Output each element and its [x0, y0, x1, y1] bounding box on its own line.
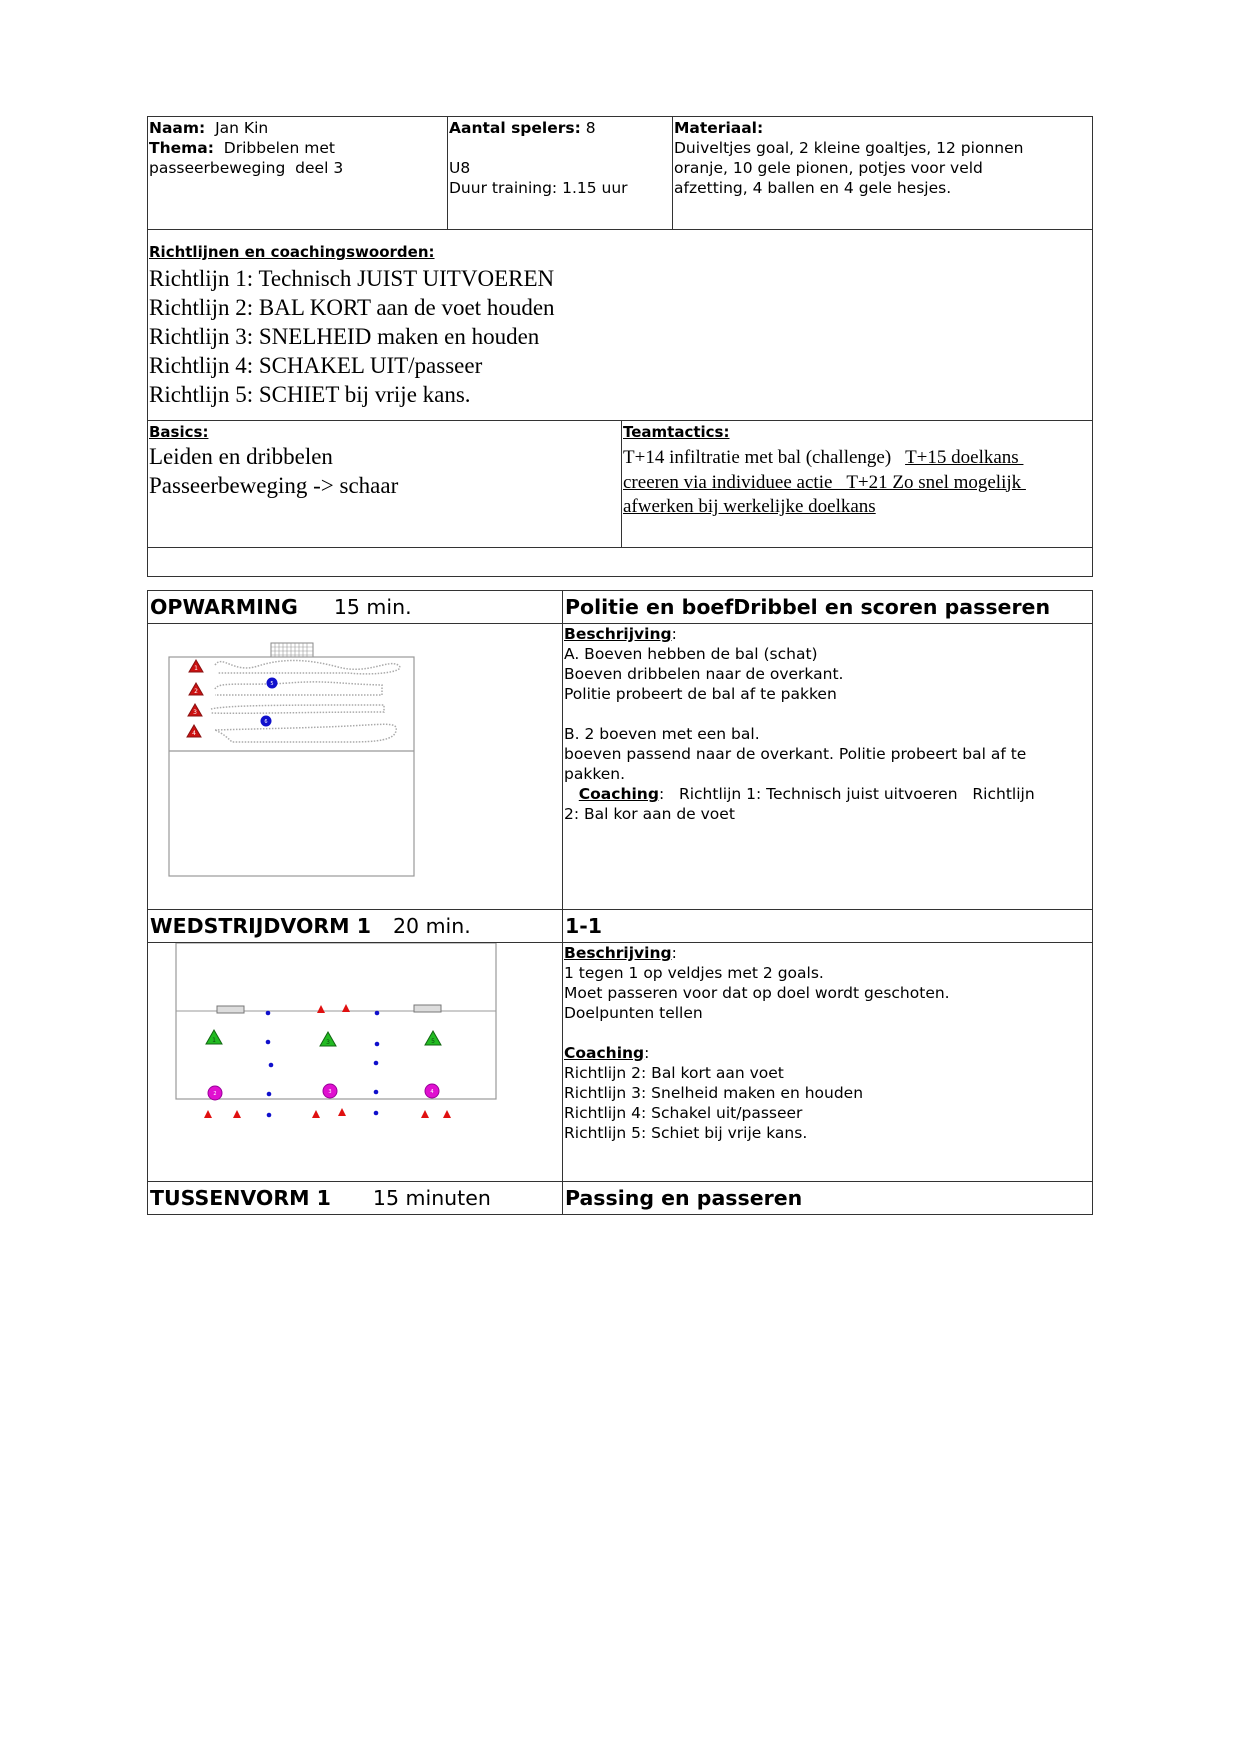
- richtlijn-item: Richtlijn 1: Technisch JUIST UITVOEREN: [149, 266, 555, 291]
- spelers-label: Aantal spelers:: [449, 119, 581, 137]
- description-line: B. 2 boeven met een bal.: [564, 725, 760, 743]
- svg-text:2: 2: [194, 688, 198, 695]
- section-duration: 20 min.: [392, 914, 471, 938]
- duur-label: Duur training:: [449, 179, 558, 197]
- basics-title: Basics:: [149, 423, 209, 441]
- teamtactic-line: afwerken bij werkelijke doelkans: [623, 496, 876, 517]
- svg-text:1: 1: [212, 1037, 216, 1044]
- description-line: 1 tegen 1 op veldjes met 2 goals.: [564, 964, 824, 982]
- wedstrijdvorm-header: [147, 909, 563, 943]
- thema-value-cont: passeerbeweging deel 3: [149, 159, 344, 177]
- section-title: Politie en boefDribbel en scoren passeren: [565, 595, 1051, 619]
- svg-text:6: 6: [264, 719, 268, 725]
- description-line: Boeven dribbelen naar de overkant.: [564, 665, 844, 683]
- svg-text:4: 4: [192, 730, 196, 737]
- teamtactic-t15: T+15 doelkans: [905, 447, 1024, 468]
- opwarming-diagram-cell: [147, 623, 563, 910]
- wedstrijdvorm-description-cell: Beschrijving: 1 tegen 1 op veldjes met 2 goals. Moet passeren voor dat op doel wordt geschoten. Doelpunten tellen Coaching: Richtlijn 2: Bal kort aan voet Richtlijn 3: Snelheid maken en houden Richtlijn 4: Schakel uit/passeer Richtlijn 5: Schiet bij vrije kans.: [562, 942, 1093, 1182]
- opwarming-title-cell: [562, 590, 1093, 624]
- beschrijving-label: Beschrijving: [564, 944, 672, 962]
- spelers-cell: [447, 116, 673, 230]
- naam-thema-cell: [147, 116, 448, 230]
- svg-text:3: 3: [326, 1039, 330, 1046]
- goal-icon: [271, 643, 313, 657]
- section-name: WEDSTRIJDVORM 1: [150, 914, 371, 938]
- beschrijving-label: Beschrijving: [564, 625, 672, 643]
- description-line: Moet passeren voor dat op doel wordt geschoten.: [564, 984, 950, 1002]
- naam-value: Jan Kin: [215, 119, 269, 137]
- coaching-line: Richtlijn 2: Bal kort aan voet: [564, 1064, 784, 1082]
- materiaal-cell: [672, 116, 1093, 230]
- description-line: boeven passend naar de overkant. Politie probeert bal af te: [564, 745, 1027, 763]
- teamtactic-line: creeren via individuee actie T+21 Zo snel mogelijk: [623, 471, 1026, 493]
- section-title: Passing en passeren: [565, 1186, 803, 1210]
- basics-item: Passeerbeweging -> schaar: [149, 473, 399, 498]
- teamtactics-cell: [621, 420, 1093, 548]
- opwarming-description-cell: Beschrijving: A. Boeven hebben de bal (schat) Boeven dribbelen naar de overkant. Politie probeert de bal af te pakken B. 2 boeven met een bal. boeven passend naar de overkant. Politie probeert bal af te pakken. Coaching: Richtlijn 1: Technisch juist uitvoeren Richtlijn 2: Bal kor aan de voet: [562, 623, 1093, 910]
- section-duration: 15 min.: [333, 595, 412, 619]
- coaching-text-cont: 2: Bal kor aan de voet: [564, 805, 735, 823]
- materiaal-label: Materiaal:: [674, 119, 764, 137]
- tussenvorm-header: [147, 1181, 563, 1215]
- section-title: 1-1: [565, 914, 603, 938]
- description-line: Doelpunten tellen: [564, 1004, 703, 1022]
- richtlijn-item: Richtlijn 3: SNELHEID maken en houden: [149, 324, 540, 349]
- svg-text:3: 3: [328, 1089, 332, 1095]
- description-line: Politie probeert de bal af te pakken: [564, 685, 837, 703]
- section-name: TUSSENVORM 1: [150, 1186, 331, 1210]
- teamtactic-t14: T+14 infiltratie met bal (challenge): [623, 447, 906, 468]
- naam-label: Naam:: [149, 119, 206, 137]
- materiaal-line: Duiveltjes goal, 2 kleine goaltjes, 12 pionnen: [674, 139, 1024, 157]
- svg-text:5: 5: [431, 1038, 435, 1045]
- description-line: pakken.: [564, 765, 626, 783]
- tussenvorm-title-cell: [562, 1181, 1093, 1215]
- description-line: A. Boeven hebben de bal (schat): [564, 645, 818, 663]
- svg-text:2: 2: [213, 1091, 217, 1097]
- coaching-text: Richtlijn 1: Technisch juist uitvoeren Richtlijn: [664, 785, 1035, 803]
- thema-value: Dribbelen met: [223, 139, 335, 157]
- svg-text:5: 5: [270, 681, 274, 687]
- richtlijn-item: Richtlijn 2: BAL KORT aan de voet houden: [149, 295, 555, 320]
- richtlijn-item: Richtlijn 4: SCHAKEL UIT/passeer: [149, 353, 483, 378]
- coaching-line: Richtlijn 4: Schakel uit/passeer: [564, 1104, 803, 1122]
- section-duration: 15 minuten: [372, 1186, 491, 1210]
- empty-row: [147, 547, 1093, 577]
- richtlijnen-cell: [147, 229, 1093, 421]
- basics-item: Leiden en dribbelen: [149, 444, 333, 469]
- section-name: OPWARMING: [150, 595, 298, 619]
- description-line: [564, 704, 1091, 724]
- categorie: U8: [449, 159, 471, 177]
- svg-text:1: 1: [194, 665, 198, 672]
- spelers-value: 8: [585, 119, 596, 137]
- wedstrijdvorm-field-diagram: [148, 943, 562, 1181]
- teamtactics-title: Teamtactics:: [623, 423, 730, 441]
- richtlijn-item: Richtlijn 5: SCHIET bij vrije kans.: [149, 382, 471, 407]
- thema-label: Thema:: [149, 139, 214, 157]
- wedstrijdvorm-title-cell: [562, 909, 1093, 943]
- coaching-label: Coaching: [564, 1044, 645, 1062]
- richtlijnen-title: Richtlijnen en coachingswoorden:: [149, 243, 435, 261]
- coaching-label: Coaching: [578, 785, 659, 803]
- coaching-line: Richtlijn 3: Snelheid maken en houden: [564, 1084, 864, 1102]
- svg-text:4: 4: [430, 1089, 434, 1095]
- svg-text:3: 3: [193, 709, 197, 716]
- materiaal-line: afzetting, 4 ballen en 4 gele hesjes.: [674, 179, 952, 197]
- coaching-line: Richtlijn 5: Schiet bij vrije kans.: [564, 1124, 808, 1142]
- opwarming-field-diagram: [148, 624, 562, 909]
- basics-cell: [147, 420, 622, 548]
- opwarming-header: [147, 590, 563, 624]
- materiaal-line: oranje, 10 gele pionen, potjes voor veld: [674, 159, 983, 177]
- duur-value: 1.15 uur: [562, 179, 628, 197]
- wedstrijdvorm-diagram-cell: [147, 942, 563, 1182]
